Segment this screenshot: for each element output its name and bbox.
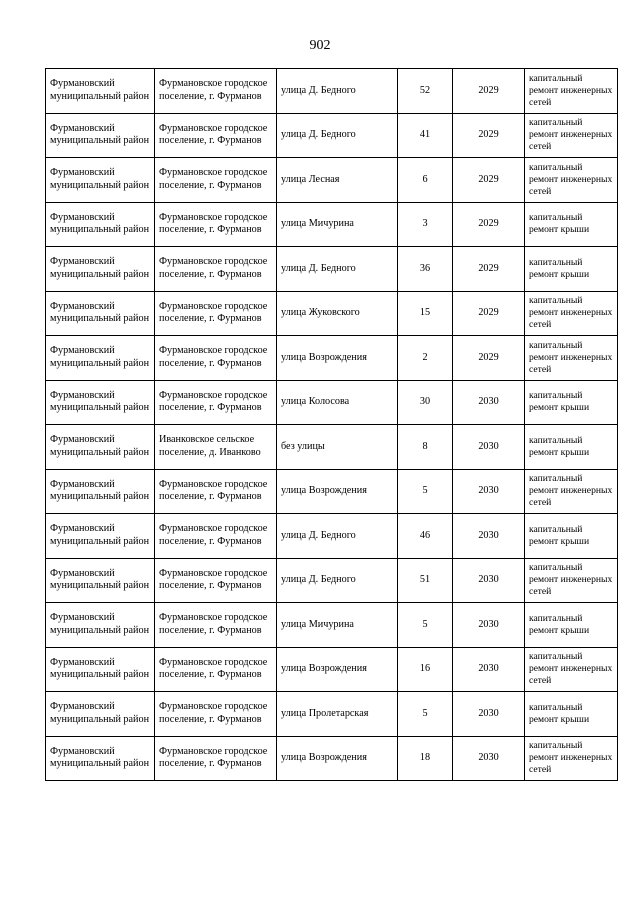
year-cell: 2030 (453, 736, 525, 781)
buildings-table (45, 68, 618, 781)
year-cell: 2029 (453, 202, 525, 247)
work-type-cell: капитальный ремонт инженерных сетей (525, 158, 618, 203)
district-cell: Фурмановский муниципальный район (46, 603, 155, 648)
district-cell: Фурмановский муниципальный район (46, 247, 155, 292)
house-number-cell: 8 (398, 425, 453, 470)
work-type-cell: капитальный ремонт крыши (525, 692, 618, 737)
district-cell: Фурмановский муниципальный район (46, 202, 155, 247)
table-row (46, 113, 618, 158)
year-cell: 2030 (453, 558, 525, 603)
street-cell: улица Лесная (277, 158, 398, 203)
street-cell: улица Жуковского (277, 291, 398, 336)
settlement-cell: Фурмановское городское поселение, г. Фурманов (155, 647, 277, 692)
work-type-cell: капитальный ремонт инженерных сетей (525, 113, 618, 158)
year-cell: 2030 (453, 380, 525, 425)
year-cell: 2030 (453, 647, 525, 692)
year-cell: 2029 (453, 69, 525, 114)
district-cell: Фурмановский муниципальный район (46, 380, 155, 425)
street-cell: улица Д. Бедного (277, 514, 398, 559)
work-type-cell: капитальный ремонт инженерных сетей (525, 558, 618, 603)
table-row (46, 603, 618, 648)
year-cell: 2030 (453, 469, 525, 514)
house-number-cell: 16 (398, 647, 453, 692)
work-type-cell: капитальный ремонт крыши (525, 247, 618, 292)
settlement-cell: Фурмановское городское поселение, г. Фурманов (155, 113, 277, 158)
table-row (46, 558, 618, 603)
settlement-cell: Фурмановское городское поселение, г. Фурманов (155, 736, 277, 781)
settlement-cell: Фурмановское городское поселение, г. Фурманов (155, 558, 277, 603)
settlement-cell: Фурмановское городское поселение, г. Фурманов (155, 247, 277, 292)
house-number-cell: 52 (398, 69, 453, 114)
house-number-cell: 5 (398, 603, 453, 648)
settlement-cell: Фурмановское городское поселение, г. Фурманов (155, 202, 277, 247)
work-type-cell: капитальный ремонт инженерных сетей (525, 469, 618, 514)
year-cell: 2030 (453, 514, 525, 559)
table-row (46, 469, 618, 514)
table-row (46, 158, 618, 203)
house-number-cell: 15 (398, 291, 453, 336)
settlement-cell: Фурмановское городское поселение, г. Фурманов (155, 692, 277, 737)
settlement-cell: Фурмановское городское поселение, г. Фурманов (155, 380, 277, 425)
house-number-cell: 41 (398, 113, 453, 158)
street-cell: улица Возрождения (277, 736, 398, 781)
table-row (46, 247, 618, 292)
district-cell: Фурмановский муниципальный район (46, 736, 155, 781)
work-type-cell: капитальный ремонт крыши (525, 514, 618, 559)
street-cell: улица Д. Бедного (277, 247, 398, 292)
house-number-cell: 46 (398, 514, 453, 559)
district-cell: Фурмановский муниципальный район (46, 469, 155, 514)
settlement-cell: Фурмановское городское поселение, г. Фурманов (155, 603, 277, 648)
work-type-cell: капитальный ремонт инженерных сетей (525, 336, 618, 381)
settlement-cell: Иванковское сельское поселение, д. Иванково (155, 425, 277, 470)
street-cell: улица Пролетарская (277, 692, 398, 737)
district-cell: Фурмановский муниципальный район (46, 514, 155, 559)
work-type-cell: капитальный ремонт инженерных сетей (525, 647, 618, 692)
table-row (46, 336, 618, 381)
district-cell: Фурмановский муниципальный район (46, 425, 155, 470)
street-cell: улица Д. Бедного (277, 558, 398, 603)
street-cell: улица Мичурина (277, 202, 398, 247)
settlement-cell: Фурмановское городское поселение, г. Фурманов (155, 469, 277, 514)
house-number-cell: 5 (398, 469, 453, 514)
work-type-cell: капитальный ремонт крыши (525, 202, 618, 247)
year-cell: 2030 (453, 603, 525, 648)
house-number-cell: 3 (398, 202, 453, 247)
year-cell: 2029 (453, 158, 525, 203)
district-cell: Фурмановский муниципальный район (46, 113, 155, 158)
year-cell: 2030 (453, 692, 525, 737)
house-number-cell: 2 (398, 336, 453, 381)
work-type-cell: капитальный ремонт инженерных сетей (525, 69, 618, 114)
district-cell: Фурмановский муниципальный район (46, 558, 155, 603)
house-number-cell: 36 (398, 247, 453, 292)
street-cell: улица Д. Бедного (277, 69, 398, 114)
year-cell: 2030 (453, 425, 525, 470)
house-number-cell: 30 (398, 380, 453, 425)
year-cell: 2029 (453, 291, 525, 336)
settlement-cell: Фурмановское городское поселение, г. Фурманов (155, 158, 277, 203)
table-row (46, 69, 618, 114)
year-cell: 2029 (453, 247, 525, 292)
page-number: 902 (309, 38, 331, 53)
house-number-cell: 18 (398, 736, 453, 781)
work-type-cell: капитальный ремонт крыши (525, 425, 618, 470)
work-type-cell: капитальный ремонт крыши (525, 380, 618, 425)
table-row (46, 425, 618, 470)
settlement-cell: Фурмановское городское поселение, г. Фурманов (155, 69, 277, 114)
settlement-cell: Фурмановское городское поселение, г. Фурманов (155, 336, 277, 381)
street-cell: улица Д. Бедного (277, 113, 398, 158)
house-number-cell: 5 (398, 692, 453, 737)
street-cell: улица Возрождения (277, 336, 398, 381)
work-type-cell: капитальный ремонт инженерных сетей (525, 291, 618, 336)
table-row (46, 202, 618, 247)
settlement-cell: Фурмановское городское поселение, г. Фурманов (155, 291, 277, 336)
table-row (46, 692, 618, 737)
table-row (46, 647, 618, 692)
street-cell: улица Возрождения (277, 647, 398, 692)
year-cell: 2029 (453, 113, 525, 158)
district-cell: Фурмановский муниципальный район (46, 158, 155, 203)
settlement-cell: Фурмановское городское поселение, г. Фурманов (155, 514, 277, 559)
street-cell: улица Колосова (277, 380, 398, 425)
table-row (46, 514, 618, 559)
street-cell: улица Возрождения (277, 469, 398, 514)
district-cell: Фурмановский муниципальный район (46, 336, 155, 381)
street-cell: без улицы (277, 425, 398, 470)
house-number-cell: 6 (398, 158, 453, 203)
work-type-cell: капитальный ремонт крыши (525, 603, 618, 648)
table-row (46, 291, 618, 336)
table-body (46, 69, 618, 781)
work-type-cell: капитальный ремонт инженерных сетей (525, 736, 618, 781)
table-row (46, 736, 618, 781)
house-number-cell: 51 (398, 558, 453, 603)
district-cell: Фурмановский муниципальный район (46, 647, 155, 692)
district-cell: Фурмановский муниципальный район (46, 692, 155, 737)
table-row (46, 380, 618, 425)
district-cell: Фурмановский муниципальный район (46, 291, 155, 336)
street-cell: улица Мичурина (277, 603, 398, 648)
year-cell: 2029 (453, 336, 525, 381)
district-cell: Фурмановский муниципальный район (46, 69, 155, 114)
